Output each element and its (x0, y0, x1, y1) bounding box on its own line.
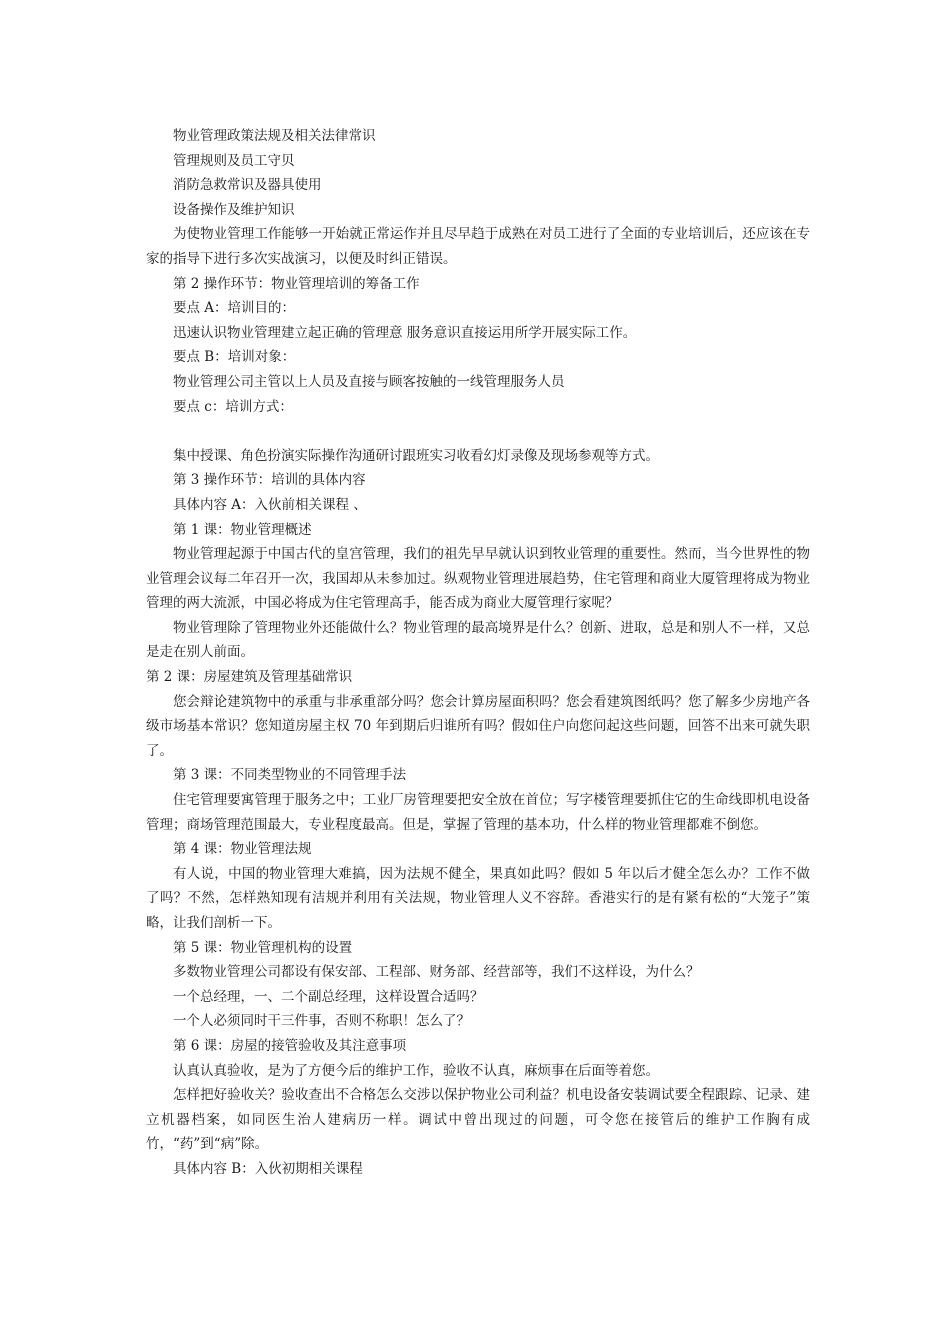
paragraph: 有人说，中国的物业管理大难搞，因为法规不健全，果真如此吗？假如 5 年以后才健全怎么办？工作不做了吗？不然，怎样熟知现有洁规并利用有关法规，物业管理人义不容辞。香港实行的是有紧有松的“大笼子”策略，让我们剖析一下。 (146, 865, 810, 931)
point-heading: 要点 B：培训对象： (173, 349, 296, 366)
document-body (146, 124, 810, 1182)
blank-line (146, 419, 810, 444)
point-heading: 要点 c：培训方式： (173, 398, 293, 415)
paragraph: 一个人必须同时干三件事，否则不称职！怎么了？ (173, 1013, 470, 1030)
paragraph: 物业管理政策法规及相关法律常识 (173, 128, 376, 144)
paragraph: 怎样把好验收关？验收查出不合格怎么交涉以保护物业公司利益？机电设备安装调试要全程跟踪、记录、建立机器档案，如同医生治人建病历一样。调试中曾出现过的问题，可令您在接管后的维护工作胸有成竹，“药”到“病”除。 (146, 1087, 810, 1153)
content-heading: 具体内容 B：入伙初期相关课程 (173, 1160, 363, 1177)
paragraph: 设备操作及维护知识 (173, 201, 295, 218)
lesson-heading: 第 5 课：物业管理机构的设置 (173, 939, 353, 956)
lesson-heading: 第 3 课：不同类型物业的不同管理手法 (173, 767, 407, 784)
paragraph: 消防急救常识及器具使用 (173, 177, 322, 194)
paragraph: 物业管理除了管理物业外还能做什么？物业管理的最高境界是什么？创新、进取，总是和别人不一样，又总是走在别人前面。 (146, 619, 810, 661)
point-heading: 要点 A：培训目的： (173, 300, 296, 317)
paragraph: 一个总经理，一、二个副总经理，这样设置合适吗？ (173, 988, 484, 1005)
content-heading: 具体内容 A：入伙前相关课程 、 (173, 496, 367, 513)
lesson-heading: 第 2 课：房屋建筑及管理基础常识 (146, 669, 353, 686)
paragraph: 物业管理公司主管以上人员及直接与顾客按触的一线管理服务人员 (173, 373, 565, 390)
paragraph: 集中授课、角色扮演实际操作沟通研讨跟班实习收看幻灯录像及现场参观等方式。 (173, 447, 659, 464)
paragraph: 物业管理起源于中国古代的皇宫管理，我们的祖先早早就认识到牧业管理的重要性。然而，当今世界性的物业管理会议每二年召开一次，我国却从未参加过。纵观物业管理进展趋势，住宅管理和商业大厦管理将成为物业管理的两大流派，中国必将成为住宅管理高手，能否成为商业大厦管理行家呢？ (146, 546, 810, 612)
paragraph: 多数物业管理公司都设有保安部、工程部、财务部、经营部等，我们不这样设，为什么？ (173, 964, 700, 981)
paragraph: 认真认真验收，是为了方便今后的维护工作，验收不认真，麻烦事在后面等着您。 (173, 1062, 659, 1079)
paragraph: 住宅管理要寓管理于服务之中；工业厂房管理要把安全放在首位；写字楼管理要抓住它的生命线即机电设备管理；商场管理范围最大，专业程度最高。但是，掌握了管理的基本功，什么样的物业管理都难不倒您。 (146, 792, 810, 833)
paragraph: 管理规则及员工守贝 (173, 152, 295, 169)
lesson-heading: 第 4 课：物业管理法规 (173, 841, 312, 858)
section-heading: 第 2 操作环节：物业管理培训的筹备工作 (173, 275, 420, 292)
lesson-heading: 第 6 课：房屋的接管验收及其注意事项 (173, 1037, 407, 1054)
paragraph: 您会辩论建筑物中的承重与非承重部分吗？您会计算房屋面积吗？您会看建筑图纸吗？您了解多少房地产各级市场基本常识？您知道房屋主权 70 年到期后归谁所有吗？假如住户向您问起这些问题，回答不出来可就失职了。 (146, 693, 810, 759)
lesson-heading: 第 1 课：物业管理概述 (173, 521, 312, 538)
paragraph: 迅速认识物业管理建立起正确的管理意 服务意识直接运用所学开展实际工作。 (173, 324, 637, 341)
paragraph: 为使物业管理工作能够一开始就正常运作并且尽早趋于成熟在对员工进行了全面的专业培训后，还应该在专家的指导下进行多次实战演习，以便及时纠正错误。 (146, 226, 810, 267)
section-heading: 第 3 操作环节：培训的具体内容 (173, 472, 366, 489)
